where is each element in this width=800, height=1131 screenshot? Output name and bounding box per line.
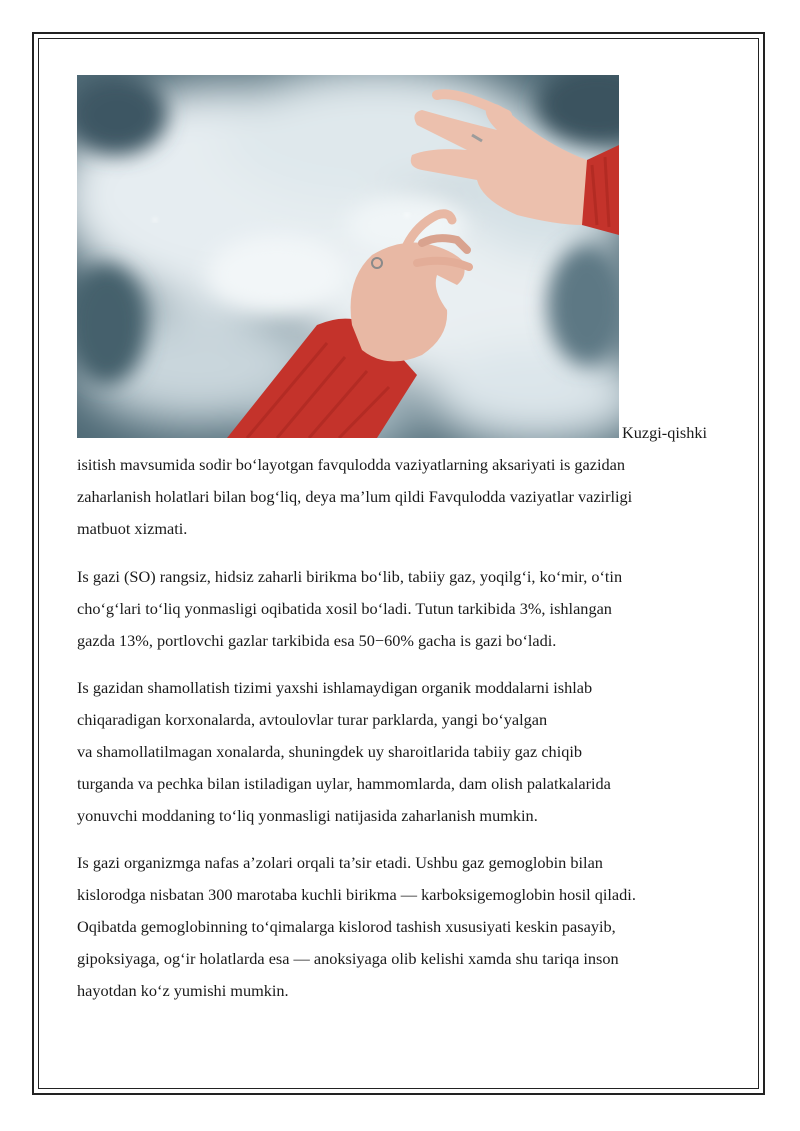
lead-word: Kuzgi-qishki [622,423,708,442]
paragraph-line: gazda 13%, portlovchi gazlar tarkibida esa 50−60% gacha is gazi bo‘ladi. [77,631,557,650]
paragraph-4 [77,847,727,1007]
paragraph-3 [77,672,727,832]
paragraph-line: gipoksiyaga, og‘ir holatlarda esa — anoksiyaga olib kelishi xamda shu tariqa inson [77,949,619,968]
article-photo [77,75,619,438]
paragraph-line: zaharlanish holatlari bilan bog‘liq, deya ma’lum qildi Favqulodda vaziyatlar vazirligi [77,487,633,506]
paragraph-line: kislorodga nisbatan 300 marotaba kuchli birikma — karboksigemoglobin hosil qiladi. [77,885,636,904]
paragraph-1 [77,449,727,545]
paragraph-line: turganda va pechka bilan istiladigan uylar, hammomlarda, dam olish palatkalarida [77,774,611,793]
paragraph-line: hayotdan ko‘z yumishi mumkin. [77,981,289,1000]
paragraph-line: Is gazi (SO) rangsiz, hidsiz zaharli birikma bo‘lib, tabiiy gaz, yoqilg‘i, ko‘mir, o‘tin [77,567,623,586]
paragraph-2 [77,561,727,657]
paragraph-line: yonuvchi moddaning to‘liq yonmasligi natijasida zaharlanish mumkin. [77,806,538,825]
photo-hands-in-smoke [77,75,619,438]
paragraph-line: chiqaradigan korxonalarda, avtoulovlar turar parklarda, yangi bo‘yalgan [77,710,548,729]
paragraph-line: matbuot xizmati. [77,519,188,538]
paragraph-line: Is gazi organizmga nafas a’zolari orqali ta’sir etadi. Ushbu gaz gemoglobin bilan [77,853,603,872]
paragraph-line: Is gazidan shamollatish tizimi yaxshi ishlamaydigan organik moddalarni ishlab [77,678,593,697]
paragraph-line: cho‘g‘lari to‘liq yonmasligi oqibatida xosil bo‘ladi. Tutun tarkibida 3%, ishlangan [77,599,612,618]
paragraph-line: va shamollatilmagan xonalarda, shuningdek uy sharoitlarida tabiiy gaz chiqib [77,742,583,761]
paragraph-line: isitish mavsumida sodir bo‘layotgan favqulodda vaziyatlarning aksariyati is gazidan [77,455,625,474]
paragraph-line: Oqibatda gemoglobinning to‘qimalarga kislorod tashish xususiyati keskin pasayib, [77,917,616,936]
